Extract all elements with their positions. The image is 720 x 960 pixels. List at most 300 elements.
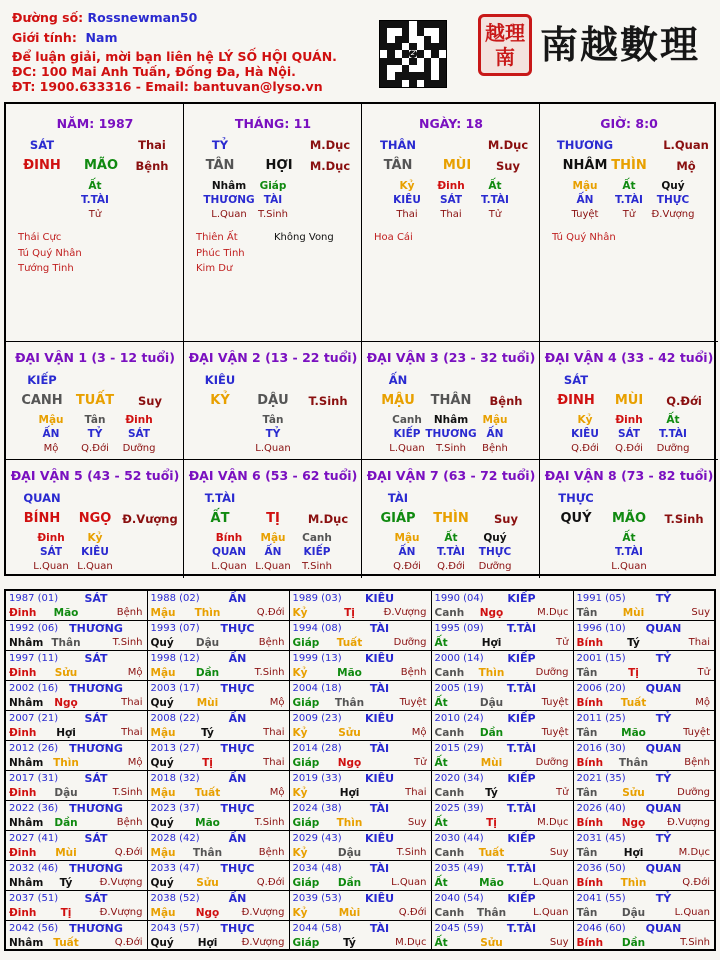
year-cell [431,800,573,830]
qr-module [431,80,438,87]
year-cell [431,680,573,710]
year-branch: Mão [621,726,646,739]
qr-module [380,80,387,87]
year-god: QUAN [645,741,682,755]
year-branch: Thân [334,696,365,709]
year-branch: Tý [201,726,214,739]
qr-module [395,21,402,28]
year-god: SÁT [84,711,108,725]
luck-cycle-4 [540,342,718,460]
year-god: KIẾP [507,711,536,725]
year-label: 2035 (49) [434,862,484,874]
luck-hidden-stem: Mậu [38,414,64,426]
year-god: ẤN [228,651,247,665]
year-phase: Mộ [269,786,285,798]
pillar-life-phase: Bệnh [135,159,169,173]
qr-module [402,58,409,65]
year-branch: Thân [476,906,507,919]
year-label: 1988 (02) [150,593,200,604]
year-label: 2026 (40) [576,802,626,814]
qr-module [380,58,387,65]
luck-hidden-god: KIÊU [81,546,109,558]
pillar-stem-god: SÁT [29,138,55,152]
year-branch: Tị [60,906,72,919]
year-phase: Q.Đới [114,936,143,948]
year-cell [431,710,573,740]
year-phase: L.Quan [391,876,427,888]
year-god: THƯƠNG [69,921,123,935]
year-label: 2009 (23) [292,712,342,724]
year-branch: Tuất [336,636,363,649]
year-row [5,650,715,680]
year-label: 2002 (16) [9,682,59,694]
year-phase: T.Sinh [396,846,427,858]
qr-module [395,28,402,35]
year-branch: Sửu [196,876,219,889]
year-branch: Mùi [55,846,77,859]
qr-module [417,28,424,35]
year-branch: Dậu [479,696,504,709]
year-label: 2046 (60) [576,922,626,934]
year-cell [431,860,573,890]
luck-hidden-stem: Tân [84,414,106,426]
luck-hidden-stem: Quý [483,532,507,544]
qr-module [431,58,438,65]
year-god: KIÊU [364,592,395,605]
luck-life-phase: Suy [138,394,162,408]
year-stem: Kỷ [292,726,308,739]
year-god: KIÊU [364,651,395,665]
yearly-table [4,589,716,951]
qr-module [431,50,438,57]
year-stem: Canh [434,786,465,799]
hidden-stem: Ất [488,180,502,192]
qr-module [439,65,446,72]
year-cell [5,770,147,800]
year-god: QUAN [645,921,682,935]
luck-hidden-stem: Canh [392,414,422,426]
year-row [5,890,715,920]
year-cell [5,860,147,890]
hidden-god: ẤN [576,194,594,206]
year-phase: Đ.Vượng [99,906,143,918]
qr-module [402,36,409,43]
year-stem: Đinh [9,846,37,859]
year-branch: Thân [192,846,223,859]
year-cell [573,770,715,800]
year-label: 2021 (35) [576,772,626,784]
year-label: 2005 (19) [434,682,484,694]
year-stem: Đinh [9,607,37,619]
year-cell [573,890,715,920]
qr-module [409,65,416,72]
year-stem: Quý [150,936,174,949]
hidden-god: THƯƠNG [203,194,255,206]
year-branch: Ngọ [195,906,220,919]
qr-module [380,36,387,43]
year-phase: Đ.Vượng [241,906,285,918]
year-stem: Tân [576,846,598,859]
qr-module [424,28,431,35]
gender-label: Giới tính: [12,30,77,45]
year-god: THỰC [220,621,255,635]
pillar-life-phase: M.Dục [309,159,351,173]
year-branch: Dậu [621,906,646,919]
luck-branch: TUẤT [75,393,115,408]
qr-module [417,58,424,65]
luck-hidden-phase: L.Quan [611,561,647,572]
hidden-stem: Quý [661,180,685,192]
year-label: 2020 (34) [434,772,484,784]
year-stem: Quý [150,876,174,889]
year-branch: Dậu [195,636,220,649]
year-stem: Đinh [9,906,37,919]
year-stem: Ất [434,816,448,829]
year-god: SÁT [84,891,108,905]
phone-email-line: ĐT: 1900.633316 - Email: bantuvan@lyso.vn [12,79,323,94]
hidden-phase: Đ.Vượng [651,209,695,220]
qr-module [424,65,431,72]
year-stem: Ất [434,876,448,889]
year-branch: Ngọ [337,756,362,769]
luck-title: ĐẠI VẬN 7 (63 - 72 tuổi) [366,468,536,483]
year-branch: Hợi [481,636,502,649]
luck-hidden-phase: Bệnh [482,443,508,454]
hidden-stem: Ất [88,180,102,192]
luck-stem: ĐINH [557,393,595,408]
year-phase: Đ.Vượng [99,876,143,888]
year-cell [573,650,715,680]
year-phase: Tuyệt [541,726,569,738]
year-label: 1998 (12) [150,652,200,664]
year-label: 1995 (09) [434,622,484,634]
year-god: THỰC [220,861,255,875]
pillar-title: NĂM: 1987 [56,116,134,131]
year-branch: Tý [485,786,498,799]
year-branch: Hợi [56,726,76,739]
year-god: KIẾP [507,831,536,845]
qr-module [387,80,394,87]
hidden-phase: Thai [396,209,418,220]
year-label: 2006 (20) [576,682,626,694]
year-stem: Bính [576,696,604,709]
year-row [5,710,715,740]
luck-hidden-god: TỶ [265,428,281,440]
qr-module [402,50,409,57]
star-item: Hoa Cái [374,232,413,243]
year-stem: Nhâm [9,816,44,829]
qr-module [387,36,394,43]
year-stem: Kỷ [292,607,308,619]
luck-cycle-5 [6,460,184,578]
year-cell [573,860,715,890]
year-god: QUAN [645,861,682,875]
qr-module [417,43,424,50]
qr-module [409,21,416,28]
year-stem: Bính [576,816,604,829]
year-cell [573,830,715,860]
year-cell [5,620,147,650]
year-cell [289,740,431,770]
year-god: KIÊU [364,831,395,845]
qr-module [417,80,424,87]
special-stars [374,230,413,246]
qr-module [439,50,446,57]
qr-module [387,58,394,65]
year-phase: Q.Đới [256,607,285,618]
qr-module [395,43,402,50]
qr-module [409,80,416,87]
year-god: TÀI [369,681,390,695]
luck-hidden-phase: L.Quan [255,443,291,454]
year-label: 2037 (51) [9,892,59,904]
year-god: TÀI [369,621,390,635]
year-god: QUAN [645,801,682,815]
year-god: SÁT [84,592,108,605]
year-label: 1993 (07) [150,622,200,634]
year-god: KIẾP [507,592,536,605]
luck-hidden-stem: Kỷ [577,414,593,426]
year-phase: T.Sinh [254,816,285,828]
year-god: THỰC [220,741,255,755]
year-label: 1990 (04) [434,593,484,604]
luck-cycle-1 [6,342,184,460]
pillar-branch: MÃO [83,158,119,173]
year-god: TÀI [369,861,390,875]
year-cell [289,590,431,620]
luck-stem-god: ẤN [388,373,408,387]
qr-module [424,21,431,28]
year-label: 2019 (33) [292,772,342,784]
year-god: KIẾP [507,771,536,785]
year-phase: Bệnh [116,816,143,828]
year-cell [289,770,431,800]
luck-hidden-phase: L.Quan [211,561,247,572]
hidden-god: T.TÀI [615,194,643,206]
luck-hidden-god: ẤN [398,546,416,558]
year-phase: Thai [263,756,285,768]
year-cell [147,860,289,890]
qr-module [395,80,402,87]
year-branch: Dậu [54,786,78,799]
year-branch: Mùi [338,906,361,919]
luck-stem-god: TÀI [387,491,409,505]
year-cell [431,830,573,860]
luck-hidden-god: T.TÀI [437,546,465,558]
year-god: KIẾP [507,891,536,905]
year-label: 2015 (29) [434,742,484,754]
year-label: 2042 (56) [9,922,59,934]
pillar-1 [184,104,362,342]
qr-module [402,72,409,79]
luck-hidden-phase: Dưỡng [656,443,690,454]
special-stars [552,230,616,246]
year-cell [289,860,431,890]
year-cell [5,590,147,620]
year-god: THỰC [220,921,255,935]
year-cell [147,650,289,680]
qr-module [424,58,431,65]
year-label: 1996 (10) [576,622,626,634]
year-label: 1987 (01) [9,593,59,604]
year-phase: Dưỡng [393,636,427,648]
year-stem: Mậu [150,726,176,739]
hidden-stem: Nhâm [211,180,247,192]
chart-grid [4,102,716,576]
year-stem: Ất [434,636,448,649]
qr-module [431,21,438,28]
year-label: 1989 (03) [292,593,342,604]
year-cell [289,800,431,830]
qr-module [387,21,394,28]
year-branch: Thìn [336,816,363,829]
luck-hidden-stem: Kỷ [87,532,103,544]
year-phase: Q.Đới [398,906,427,918]
year-god: TỶ [655,592,672,605]
luck-cycle-6 [184,460,362,578]
year-branch: Dậu [337,846,362,859]
qr-module [417,72,424,79]
year-god: TỶ [655,651,672,665]
qr-module [417,36,424,43]
qr-module [439,21,446,28]
year-cell [431,770,573,800]
qr-module [402,28,409,35]
year-stem: Giáp [292,696,320,709]
year-cell [5,650,147,680]
year-phase: Dưỡng [677,786,710,798]
luck-life-phase: M.Dục [307,512,349,526]
year-stem: Tân [576,666,598,679]
year-branch: Tý [343,936,356,949]
year-label: 2000 (14) [434,652,484,664]
year-phase: Mộ [269,696,285,708]
pillar-top-phase: L.Quan [663,138,709,152]
year-phase: Thai [121,696,143,708]
year-cell [431,920,573,950]
year-cell [573,920,715,950]
year-row [5,800,715,830]
luck-hidden-stem: Mậu [394,532,420,544]
luck-stem: ẤT [210,511,230,526]
year-cell [573,710,715,740]
year-branch: Tị [344,607,355,619]
year-phase: Thai [405,786,427,798]
year-label: 2041 (55) [576,892,626,904]
year-phase: Tử [414,756,427,768]
year-label: 2008 (22) [150,712,200,724]
year-cell [289,650,431,680]
year-branch: Ngọ [621,816,646,829]
year-god: T.TÀI [506,741,537,755]
luck-life-phase: Q.Đới [666,394,702,408]
luck-hidden-phase: L.Quan [255,561,291,572]
luck-life-phase: Đ.Vượng [122,512,178,526]
year-branch: Tuất [194,786,221,799]
star-item: Thái Cực [18,232,62,243]
year-stem: Bính [576,936,604,949]
luck-hidden-stem: Nhâm [433,414,469,426]
year-stem: Canh [434,607,465,619]
chart-code-line [12,10,197,25]
hidden-stem: Kỷ [399,180,415,192]
qr-code [379,20,447,88]
pillar-life-phase: Suy [496,159,520,173]
luck-hidden-stem: Mậu [482,414,508,426]
year-branch: Thìn [194,607,221,619]
qr-module [402,21,409,28]
year-phase: Tuyệt [683,726,710,738]
year-cell [147,920,289,950]
pillar-stem: ĐINH [23,158,61,173]
year-cell [573,740,715,770]
luck-branch: DẬU [257,393,289,408]
year-branch: Dần [479,726,504,739]
qr-module [395,58,402,65]
year-label: 2044 (58) [292,922,342,934]
year-stem: Mậu [150,666,176,679]
hidden-god: THỰC [656,194,690,206]
qr-module [380,72,387,79]
year-cell [431,650,573,680]
year-cell [289,680,431,710]
year-stem: Giáp [292,876,320,889]
year-label: 2028 (42) [150,832,200,844]
year-label: 2003 (17) [150,682,200,694]
luck-cycle-3 [362,342,540,460]
year-stem: Mậu [150,846,176,859]
star-item: Tướng Tinh [18,263,74,274]
year-stem: Quý [150,816,174,829]
luck-title: ĐẠI VẬN 5 (43 - 52 tuổi) [10,468,180,483]
hidden-phase: Tử [88,209,102,220]
hidden-stem: Mậu [572,180,598,192]
luck-hidden-god: SÁT [127,428,151,440]
year-row [5,770,715,800]
year-god: T.TÀI [506,801,537,815]
year-phase: Tử [697,666,710,678]
luck-life-phase: Suy [494,512,518,526]
year-phase: T.Sinh [680,936,710,948]
year-label: 2022 (36) [9,802,59,814]
year-phase: T.Sinh [112,786,143,798]
year-label: 2032 (46) [9,862,59,874]
luck-hidden-god: SÁT [39,546,63,558]
year-god: THƯƠNG [69,801,123,815]
year-cell [289,920,431,950]
year-branch: Thìn [53,756,79,769]
star-item: Tú Quý Nhân [552,232,616,243]
year-god: KIẾP [507,651,536,665]
year-stem: Nhâm [9,936,44,949]
year-row [5,830,715,860]
year-label: 2029 (43) [292,832,342,844]
year-branch: Tuất [478,846,505,859]
luck-hidden-stem: Đinh [37,532,65,544]
brand-logo: 南越數理 [540,22,701,67]
year-branch: Tị [628,666,639,679]
qr-module [439,58,446,65]
qr-module [402,80,409,87]
luck-hidden-stem: Ất [622,532,636,544]
year-god: ẤN [228,831,247,845]
pillar-stem: TÂN [383,158,413,173]
year-branch: Ngọ [54,696,78,709]
luck-hidden-stem: Ất [444,532,458,544]
year-phase: Mộ [127,666,143,678]
luck-branch: MÃO [611,511,647,526]
luck-hidden-stem: Ất [666,414,680,426]
